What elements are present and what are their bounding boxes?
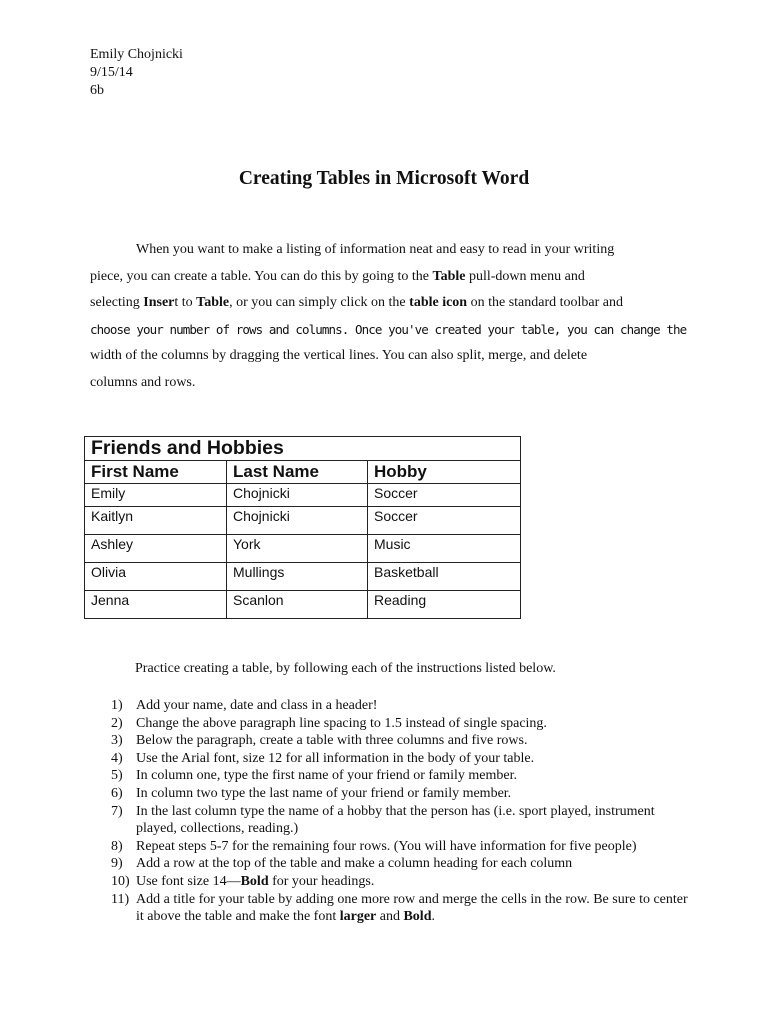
paragraph-line: selecting Insert to Table, or you can simply click on the table icon on the standard toolbar and <box>90 295 624 311</box>
column-header: Last Name <box>227 461 368 484</box>
step-number: 11) <box>111 891 130 907</box>
table-cell: Jenna <box>85 591 227 619</box>
step-number: 4) <box>111 750 123 766</box>
step-text: Add a row at the top of the table and make a column heading for each column <box>136 856 573 872</box>
step-number: 9) <box>111 856 123 872</box>
paragraph-line: choose your number of rows and columns. Once you've created your table, you can change the <box>90 321 687 337</box>
header-date: 9/15/14 <box>90 65 133 80</box>
column-header: Hobby <box>368 461 521 484</box>
list-item <box>111 697 691 715</box>
step-number: 5) <box>111 768 123 784</box>
class-label: 6b <box>90 83 104 98</box>
paragraph-line: piece, you can create a table. You can do this by going to the Table pull-down menu and <box>90 268 585 284</box>
paragraph-line: width of the columns by dragging the vertical lines. You can also split, merge, and delete <box>90 348 588 364</box>
list-item <box>111 750 691 768</box>
paragraph-line: When you want to make a listing of information neat and easy to read in your writing <box>136 242 615 257</box>
step-text: Use font size 14—Bold for your headings. <box>136 873 375 889</box>
column-header: First Name <box>85 461 227 484</box>
list-item <box>111 891 691 926</box>
table-title-row <box>85 437 521 461</box>
step-text: In column one, type the first name of your friend or family member. <box>136 768 518 784</box>
list-item <box>111 715 691 733</box>
list-item <box>111 785 691 803</box>
student-name: Emily Chojnicki <box>90 47 183 62</box>
table-row <box>85 563 521 591</box>
list-item <box>111 732 691 750</box>
table-cell: Soccer <box>368 484 521 507</box>
document-header <box>90 46 183 100</box>
step-text: Change the above paragraph line spacing to 1.5 instead of single spacing. <box>136 715 547 731</box>
table-row <box>85 535 521 563</box>
practice-intro: Practice creating a table, by following each of the instructions listed below. <box>135 661 556 676</box>
list-item <box>111 767 691 785</box>
table-cell: Ashley <box>85 535 227 563</box>
step-text: In column two type the last name of your friend or family member. <box>136 785 512 801</box>
friends-hobbies-table <box>84 436 521 619</box>
step-number: 6) <box>111 785 123 801</box>
table-cell: Chojnicki <box>227 484 368 507</box>
step-number: 10) <box>111 873 130 889</box>
table-cell: Chojnicki <box>227 507 368 535</box>
step-text: Add your name, date and class in a header! <box>136 698 378 713</box>
instruction-list <box>111 697 691 926</box>
step-number: 7) <box>111 803 123 819</box>
table-cell: Olivia <box>85 563 227 591</box>
table-row <box>85 591 521 619</box>
step-text: In the last column type the name of a hobby that the person has (i.e. sport played, instrument played, collections, reading.) <box>136 803 655 837</box>
paragraph-line: columns and rows. <box>90 374 196 390</box>
table-cell: Mullings <box>227 563 368 591</box>
step-text: Use the Arial font, size 12 for all information in the body of your table. <box>136 750 535 766</box>
table-row <box>85 507 521 535</box>
step-number: 3) <box>111 733 123 749</box>
table-cell: Music <box>368 535 521 563</box>
step-number: 1) <box>111 698 123 713</box>
list-item <box>111 838 691 856</box>
step-text: Below the paragraph, create a table with three columns and five rows. <box>136 733 528 749</box>
table-cell: York <box>227 535 368 563</box>
table-header-row <box>85 461 521 484</box>
step-number: 8) <box>111 838 123 854</box>
table-cell: Reading <box>368 591 521 619</box>
list-item <box>111 855 691 873</box>
intro-paragraph <box>90 237 687 397</box>
table-cell: Scanlon <box>227 591 368 619</box>
table-cell: Kaitlyn <box>85 507 227 535</box>
step-text: Add a title for your table by adding one more row and merge the cells in the row. Be sure to center it above the table and make the font larger and Bold. <box>136 891 688 925</box>
table-cell: Emily <box>85 484 227 507</box>
list-item <box>111 803 691 838</box>
table-cell: Soccer <box>368 507 521 535</box>
table-row <box>85 484 521 507</box>
table-cell: Basketball <box>368 563 521 591</box>
table-title: Friends and Hobbies <box>85 437 521 461</box>
step-text: Repeat steps 5-7 for the remaining four rows. (You will have information for five people) <box>136 838 637 854</box>
step-number: 2) <box>111 715 123 731</box>
list-item <box>111 873 691 891</box>
document-title: Creating Tables in Microsoft Word <box>238 168 530 189</box>
